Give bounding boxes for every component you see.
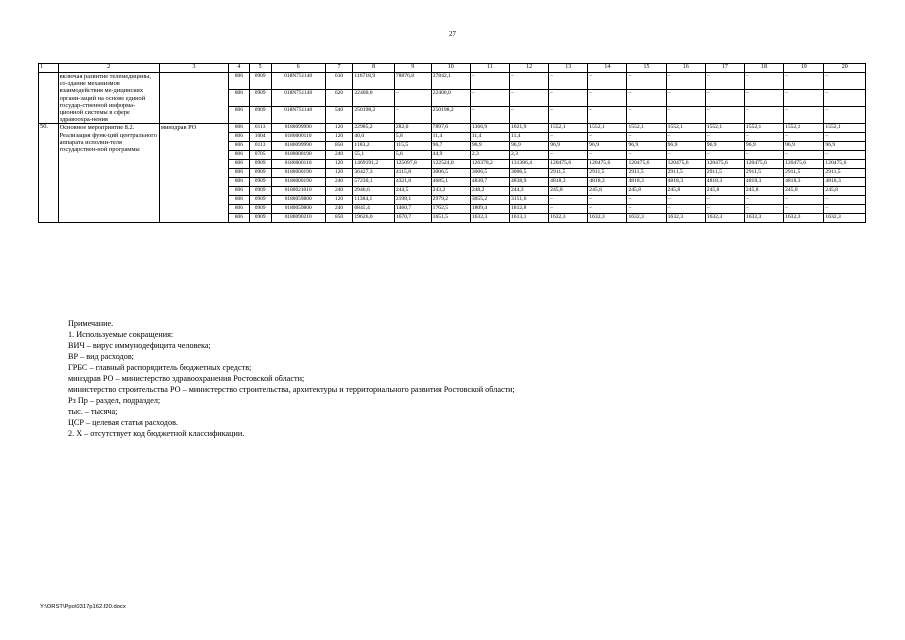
table-cell: 2911,5: [744, 169, 783, 178]
table-cell: 4685,1: [431, 178, 470, 187]
note-line: минздрав РО – министерство здравоохранения Ростовской области;: [68, 374, 305, 383]
table-cell: –: [549, 90, 588, 107]
table-cell: 11,4: [509, 133, 548, 142]
table-cell: 96,9: [627, 142, 666, 151]
table-cell: 120475,6: [549, 160, 588, 169]
table-cell: 120: [325, 133, 353, 142]
table-cell: 245,8: [588, 187, 627, 196]
table-cell: 40,0: [353, 133, 394, 142]
table-cell: 2911,5: [824, 169, 866, 178]
table-cell: 2946,6: [353, 187, 394, 196]
table-cell: 3006,5: [470, 169, 509, 178]
table-cell: –: [784, 133, 824, 142]
table-cell: 120475,6: [784, 160, 824, 169]
measure-name-cell: Основное мероприятие 8.2. Реализация функ-ций центрального аппарата исполни-теля государствен-ной программы: [58, 124, 159, 223]
table-cell: –: [470, 73, 509, 90]
table-cell: 243,2: [431, 187, 470, 196]
table-cell: 2,3: [470, 151, 509, 160]
table-cell: 4818,3: [627, 178, 666, 187]
table-cell: 1552,1: [784, 124, 824, 133]
notes-title: Примечание.: [68, 319, 114, 328]
table-cell: 115,5: [394, 142, 431, 151]
table-cell: 806: [229, 124, 250, 133]
table-cell: 0113: [249, 124, 271, 133]
table-cell: 6845,4: [353, 205, 394, 214]
table-cell: 4818,3: [549, 178, 588, 187]
table-cell: 0909: [249, 196, 271, 205]
table-cell: 806: [229, 187, 250, 196]
responsible-cell: [159, 73, 228, 124]
table-cell: 1613,1: [509, 214, 548, 223]
column-header: 8: [353, 64, 394, 73]
table-cell: 3055,2: [470, 196, 509, 205]
table-cell: 126378,2: [470, 160, 509, 169]
note-line: ВР – вид расходов;: [68, 352, 134, 361]
table-cell: 11,4: [470, 133, 509, 142]
table-cell: 4838,9: [509, 178, 548, 187]
budget-table-container: [38, 63, 866, 223]
table-cell: 245,8: [666, 187, 705, 196]
table-cell: 120475,6: [705, 160, 744, 169]
table-cell: –: [666, 107, 705, 124]
table-cell: 1762,5: [431, 205, 470, 214]
table-cell: 244,3: [509, 187, 548, 196]
table-cell: 018N751140: [271, 73, 325, 90]
table-cell: 2911,5: [549, 169, 588, 178]
table-cell: –: [549, 151, 588, 160]
table-cell: 4818,3: [705, 178, 744, 187]
table-cell: 120: [325, 169, 353, 178]
table-cell: 620: [325, 90, 353, 107]
table-cell: 1021,9: [509, 124, 548, 133]
table-cell: 1632,3: [470, 214, 509, 223]
table-cell: 4818,3: [744, 178, 783, 187]
table-cell: –: [784, 196, 824, 205]
table-cell: 1632,3: [627, 214, 666, 223]
table-row: [39, 124, 866, 133]
table-cell: 1651,5: [431, 214, 470, 223]
table-cell: 850: [325, 214, 353, 223]
table-cell: 120475,6: [744, 160, 783, 169]
table-cell: 3006,5: [431, 169, 470, 178]
table-cell: 245,8: [705, 187, 744, 196]
table-cell: 0705: [249, 151, 271, 160]
table-cell: 37842,1: [431, 73, 470, 90]
table-cell: 96,9: [666, 142, 705, 151]
table-cell: –: [824, 205, 866, 214]
table-cell: 0180000110: [271, 133, 325, 142]
table-cell: 7897,6: [431, 124, 470, 133]
table-cell: –: [705, 196, 744, 205]
table-cell: –: [470, 90, 509, 107]
table-cell: –: [549, 73, 588, 90]
table-cell: –: [784, 107, 824, 124]
table-cell: –: [666, 205, 705, 214]
table-cell: 2198,1: [394, 196, 431, 205]
table-cell: 0113: [249, 142, 271, 151]
table-cell: 806: [229, 107, 250, 124]
table-cell: 806: [229, 169, 250, 178]
table-cell: 120: [325, 160, 353, 169]
table-cell: –: [666, 90, 705, 107]
table-cell: 122524,0: [431, 160, 470, 169]
table-cell: 0909: [249, 107, 271, 124]
table-cell: –: [824, 90, 866, 107]
note-line: ЦСР – целевая статья расходов.: [68, 418, 178, 427]
table-cell: 4818,3: [588, 178, 627, 187]
table-cell: –: [394, 107, 431, 124]
table-cell: 36427,3: [353, 169, 394, 178]
table-cell: 4818,3: [666, 178, 705, 187]
table-cell: 5,8: [394, 133, 431, 142]
table-cell: 610: [325, 73, 353, 90]
table-cell: 240: [325, 205, 353, 214]
table-cell: 96,9: [588, 142, 627, 151]
note-line: ГРБС – главный распорядитель бюджетных средств;: [68, 363, 252, 372]
table-cell: 0909: [249, 160, 271, 169]
table-cell: 5,6: [394, 151, 431, 160]
table-cell: 11,4: [431, 133, 470, 142]
table-cell: 0180090210: [271, 214, 325, 223]
table-cell: 240: [325, 187, 353, 196]
table-cell: –: [824, 107, 866, 124]
table-cell: 806: [229, 142, 250, 151]
table-cell: 2979,2: [431, 196, 470, 205]
note-line: 1. Используемые сокращения:: [68, 330, 174, 339]
table-cell: 2911,5: [705, 169, 744, 178]
table-cell: 125097,8: [394, 160, 431, 169]
column-header: 5: [249, 64, 271, 73]
table-cell: 806: [229, 133, 250, 142]
note-line: ВИЧ – вирус иммунодефицита человека;: [68, 341, 211, 350]
table-cell: 1469191,2: [353, 160, 394, 169]
column-header: 1: [39, 64, 59, 73]
table-cell: –: [627, 133, 666, 142]
table-cell: 1460,7: [394, 205, 431, 214]
table-cell: –: [627, 90, 666, 107]
note-line: 2. Х – отсутствует код бюджетной классификации.: [68, 429, 245, 438]
table-cell: 1632,3: [666, 214, 705, 223]
table-cell: 1809,4: [470, 205, 509, 214]
table-cell: 806: [229, 196, 250, 205]
table-cell: 22400,0: [431, 90, 470, 107]
table-cell: –: [744, 90, 783, 107]
table-cell: 4838,7: [470, 178, 509, 187]
table-cell: 78876,8: [394, 73, 431, 90]
table-cell: 1632,3: [824, 214, 866, 223]
table-cell: 1004: [249, 133, 271, 142]
table-cell: 0180000190: [271, 151, 325, 160]
table-cell: –: [784, 73, 824, 90]
table-cell: –: [588, 90, 627, 107]
table-cell: 0180099990: [271, 124, 325, 133]
column-header: 13: [549, 64, 588, 73]
table-cell: 0180000190: [271, 169, 325, 178]
measure-name-cell: включая развитие телемедицины, со-здание механизмов взаимодействия ме-дицинских органи-заций на основе единой государ-ственной информа-ционной системы в сфере здравоохра-нения: [58, 73, 159, 124]
table-cell: 22400,0: [353, 90, 394, 107]
page-number: 27: [449, 30, 456, 38]
table-cell: –: [666, 196, 705, 205]
budget-table: [38, 63, 866, 223]
table-cell: –: [627, 73, 666, 90]
table-cell: –: [784, 151, 824, 160]
column-header: 14: [588, 64, 627, 73]
table-cell: 806: [229, 205, 250, 214]
table-cell: 120475,6: [666, 160, 705, 169]
column-header: 17: [705, 64, 744, 73]
table-cell: 806: [229, 214, 250, 223]
table-cell: 1812,8: [509, 205, 548, 214]
table-cell: 96,9: [705, 142, 744, 151]
table-cell: 4115,8: [394, 169, 431, 178]
table-cell: 2911,5: [627, 169, 666, 178]
note-line: тыс. – тысяча;: [68, 407, 118, 416]
note-line: Рз Пр – раздел, подраздел;: [68, 396, 161, 405]
table-cell: 96,9: [549, 142, 588, 151]
table-cell: 96,9: [744, 142, 783, 151]
table-cell: 0180000190: [271, 178, 325, 187]
table-cell: 2,3: [509, 151, 548, 160]
column-header: 7: [325, 64, 353, 73]
table-cell: 250198,2: [353, 107, 394, 124]
table-cell: –: [394, 90, 431, 107]
table-cell: 018N751140: [271, 107, 325, 124]
table-cell: –: [627, 151, 666, 160]
table-cell: 2911,5: [666, 169, 705, 178]
table-cell: –: [666, 133, 705, 142]
table-cell: –: [627, 205, 666, 214]
column-header: 19: [784, 64, 824, 73]
column-header: 3: [159, 64, 228, 73]
column-header: 2: [58, 64, 159, 73]
column-header: 4: [229, 64, 250, 73]
table-cell: 2911,5: [588, 169, 627, 178]
table-cell: 0180059800: [271, 196, 325, 205]
table-cell: 55,1: [353, 151, 394, 160]
table-cell: –: [549, 107, 588, 124]
table-cell: –: [744, 107, 783, 124]
table-row: [39, 73, 866, 90]
table-cell: 120: [325, 196, 353, 205]
table-cell: 806: [229, 178, 250, 187]
table-cell: 1552,1: [824, 124, 866, 133]
column-header: 20: [824, 64, 866, 73]
table-cell: –: [627, 196, 666, 205]
table-cell: 0909: [249, 90, 271, 107]
table-cell: –: [744, 73, 783, 90]
column-header: 18: [744, 64, 783, 73]
table-cell: 1670,7: [394, 214, 431, 223]
table-cell: –: [627, 107, 666, 124]
table-cell: 1632,3: [588, 214, 627, 223]
table-cell: 3151,6: [509, 196, 548, 205]
table-cell: –: [588, 205, 627, 214]
table-cell: 245,8: [627, 187, 666, 196]
table-cell: –: [705, 133, 744, 142]
table-cell: –: [549, 205, 588, 214]
table-cell: 0180059800: [271, 205, 325, 214]
table-cell: 1366,9: [470, 124, 509, 133]
row-number-cell: [39, 73, 59, 124]
table-cell: 0909: [249, 205, 271, 214]
table-cell: 0909: [249, 214, 271, 223]
table-cell: 0180021010: [271, 187, 325, 196]
table-cell: 282,0: [394, 124, 431, 133]
table-cell: 120475,6: [588, 160, 627, 169]
table-cell: –: [824, 133, 866, 142]
table-cell: –: [588, 107, 627, 124]
table-cell: –: [549, 196, 588, 205]
table-cell: 1183,2: [353, 142, 394, 151]
table-cell: 4818,3: [824, 178, 866, 187]
table-cell: 0909: [249, 73, 271, 90]
table-cell: 1552,1: [705, 124, 744, 133]
table-cell: 2911,5: [784, 169, 824, 178]
row-number-cell: 50.: [39, 124, 59, 223]
table-cell: 540: [325, 107, 353, 124]
column-header: 12: [509, 64, 548, 73]
table-cell: –: [744, 205, 783, 214]
column-header: 10: [431, 64, 470, 73]
table-cell: 248,2: [470, 187, 509, 196]
table-cell: 1632,3: [549, 214, 588, 223]
column-header: 9: [394, 64, 431, 73]
table-cell: 96,9: [784, 142, 824, 151]
column-header: 11: [470, 64, 509, 73]
table-cell: 244,5: [394, 187, 431, 196]
table-cell: –: [470, 107, 509, 124]
table-cell: –: [824, 73, 866, 90]
table-cell: –: [588, 133, 627, 142]
table-cell: 116718,9: [353, 73, 394, 90]
table-cell: 1552,1: [627, 124, 666, 133]
table-cell: 57230,1: [353, 178, 394, 187]
table-cell: 1552,1: [744, 124, 783, 133]
table-cell: –: [824, 196, 866, 205]
table-cell: 19626,0: [353, 214, 394, 223]
table-cell: 1632,3: [744, 214, 783, 223]
table-cell: –: [705, 151, 744, 160]
table-cell: –: [509, 73, 548, 90]
table-cell: 4321,0: [394, 178, 431, 187]
table-cell: 3006,5: [509, 169, 548, 178]
table-cell: –: [705, 90, 744, 107]
table-cell: 806: [229, 90, 250, 107]
table-cell: 0909: [249, 187, 271, 196]
table-cell: 120475,6: [627, 160, 666, 169]
footer-file-path: Y:\ORST\Ppo\0317p162.f20.docx: [40, 604, 126, 610]
table-cell: 44,9: [431, 151, 470, 160]
table-cell: 0909: [249, 169, 271, 178]
table-cell: –: [705, 205, 744, 214]
column-header: 16: [666, 64, 705, 73]
table-cell: 22985,2: [353, 124, 394, 133]
table-cell: 4818,3: [784, 178, 824, 187]
table-cell: 1632,3: [705, 214, 744, 223]
table-cell: –: [666, 73, 705, 90]
table-cell: –: [588, 73, 627, 90]
table-cell: –: [744, 151, 783, 160]
table-cell: 0180000110: [271, 160, 325, 169]
table-cell: 245,8: [784, 187, 824, 196]
table-cell: –: [588, 196, 627, 205]
table-cell: –: [784, 205, 824, 214]
note-line: министерство строительства РО – министерство строительства, архитектуры и территориального развития Ростовской области;: [68, 385, 515, 394]
table-cell: 245,8: [549, 187, 588, 196]
table-cell: 850: [325, 142, 353, 151]
table-cell: 250198,2: [431, 107, 470, 124]
header-row: [39, 64, 866, 73]
table-cell: 96,9: [509, 142, 548, 151]
table-cell: 0180099990: [271, 142, 325, 151]
column-header: 15: [627, 64, 666, 73]
table-cell: –: [588, 151, 627, 160]
table-cell: 806: [229, 160, 250, 169]
table-cell: 240: [325, 178, 353, 187]
column-header: 6: [271, 64, 325, 73]
table-cell: 0909: [249, 178, 271, 187]
table-cell: 11384,1: [353, 196, 394, 205]
table-cell: –: [744, 133, 783, 142]
responsible-cell: минздрав РО: [159, 124, 228, 223]
table-cell: 1632,3: [784, 214, 824, 223]
table-cell: 806: [229, 151, 250, 160]
table-cell: –: [509, 90, 548, 107]
table-cell: –: [549, 133, 588, 142]
notes-section: [68, 318, 868, 439]
table-cell: 018N751140: [271, 90, 325, 107]
table-cell: 240: [325, 151, 353, 160]
table-cell: 120475,6: [824, 160, 866, 169]
table-cell: –: [705, 73, 744, 90]
table-cell: 96,9: [824, 142, 866, 151]
table-cell: –: [744, 196, 783, 205]
table-cell: 1552,1: [588, 124, 627, 133]
table-cell: 1552,1: [666, 124, 705, 133]
table-cell: 806: [229, 73, 250, 90]
table-cell: –: [666, 151, 705, 160]
table-cell: 131386,4: [509, 160, 548, 169]
table-cell: 96,9: [470, 142, 509, 151]
table-cell: 120: [325, 124, 353, 133]
table-cell: –: [824, 151, 866, 160]
table-cell: 1552,1: [549, 124, 588, 133]
table-cell: –: [509, 107, 548, 124]
table-cell: 245,8: [744, 187, 783, 196]
table-cell: –: [705, 107, 744, 124]
table-cell: 96,7: [431, 142, 470, 151]
table-cell: –: [784, 90, 824, 107]
table-cell: 245,8: [824, 187, 866, 196]
